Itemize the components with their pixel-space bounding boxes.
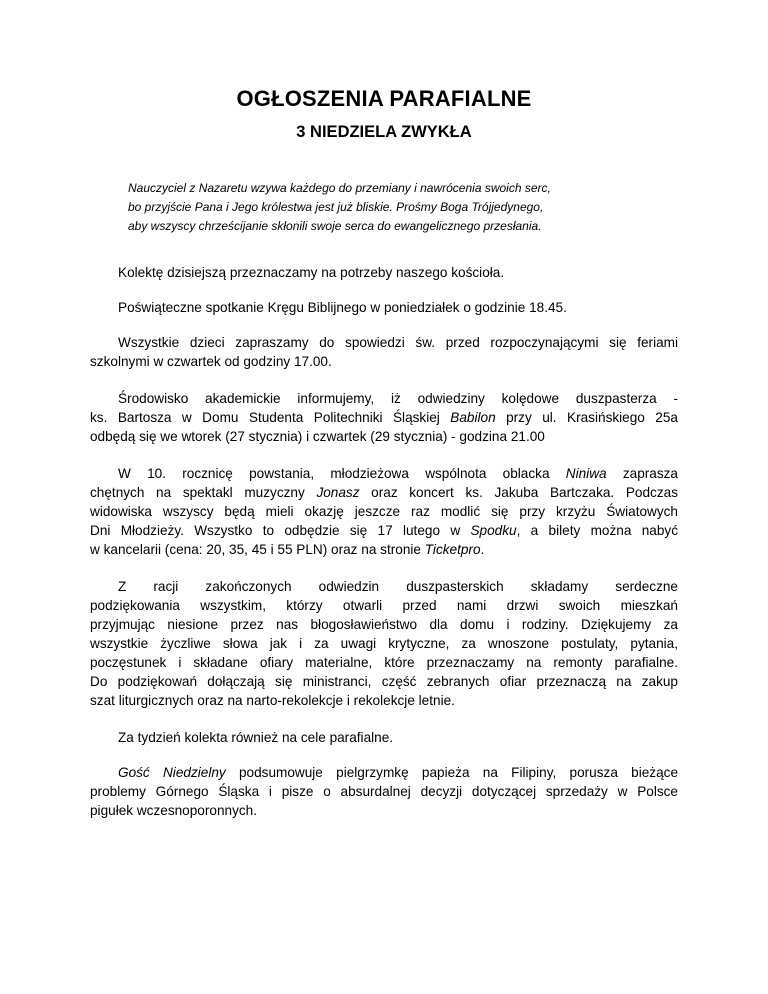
announcement-niniwa: W 10. rocznicę powstania, młodzieżowa wspólnota oblacka Niniwa zaprasza chętnych na spektakl muzyczny Jonasz oraz koncert ks. Jakuba Bartczaka. Podczas widowiska wszyscy będą mieli okazję jeszcze raz modlić się przy krzyżu Światowych Dni Młodzieży. Wszystko to odbędzie się 17 lutego w Spodku, a bilety można nabyć w kancelarii (cena: 20, 35, 45 i 55 PLN) oraz na stronie Ticketpro. (90, 466, 679, 557)
motto-line: bo przyjście Pana i Jego królestwa jest już bliskie. Prośmy Boga Trójjedynego, (128, 200, 544, 214)
announcements-body (90, 263, 678, 838)
announcement-bible-circle: Poświąteczne spotkanie Kręgu Biblijnego w poniedziałek o godzinie 18.45. (118, 300, 567, 315)
motto-line: Nauczyciel z Nazaretu wzywa każdego do przemiany i nawrócenia swoich serc, (128, 181, 551, 195)
announcement-collection: Kolektę dzisiejszą przeznaczamy na potrzeby naszego kościoła. (118, 265, 505, 280)
announcement-thanks: Z racji zakończonych odwiedzin duszpasterskich składamy serdeczne podziękowania wszystkim, którzy otwarli przed nami drzwi swoich mieszkań przyjmując niesione przez nas błogosławieństwo dla domu i rodziny. Dziękujemy za wszystkie życzliwe słowa jak i za uwagi krytyczne, za wnoszone postulaty, pytania, poczęstunek i składane ofiary materialne, które przeznaczamy na remonty parafialne. Do podziękowań dołączają się ministranci, część zebranych ofiar przeznaczą na zakup szat liturgicznych oraz na narto-rekolekcje i rekolekcje letnie. (90, 579, 678, 708)
page-title: OGŁOSZENIA PARAFIALNE (236, 86, 532, 111)
motto-line: aby wszyscy chrześcijanie skłonili swoje serca do ewangelicznego przesłania. (128, 219, 542, 233)
announcement-gosc: Gość Niedzielny podsumowuje pielgrzymkę papieża na Filipiny, porusza bieżące problemy Górnego Śląska i pisze o absurdalnej decyzji dotyczącej sprzedaży w Polsce pigułek wczesnoporonnych. (90, 765, 678, 818)
announcement-next-collection: Za tydzień kolekta również na cele parafialne. (118, 730, 394, 745)
announcement-confession: Wszystkie dzieci zapraszamy do spowiedzi św. przed rozpoczynającymi się feriami szkolnymi w czwartek od godziny 17.00. (90, 335, 678, 369)
page-subtitle: 3 NIEDZIELA ZWYKŁA (296, 123, 472, 141)
motto-quote (128, 179, 648, 236)
announcement-academic: Środowisko akademickie informujemy, iż odwiedziny kolędowe duszpasterza - ks. Bartosza w Domu Studenta Politechniki Śląskiej Babilon przy ul. Krasińskiego 25a odbędą się we wtorek (27 stycznia) i czwartek (29 stycznia) - godzina 21.00 (90, 391, 678, 444)
